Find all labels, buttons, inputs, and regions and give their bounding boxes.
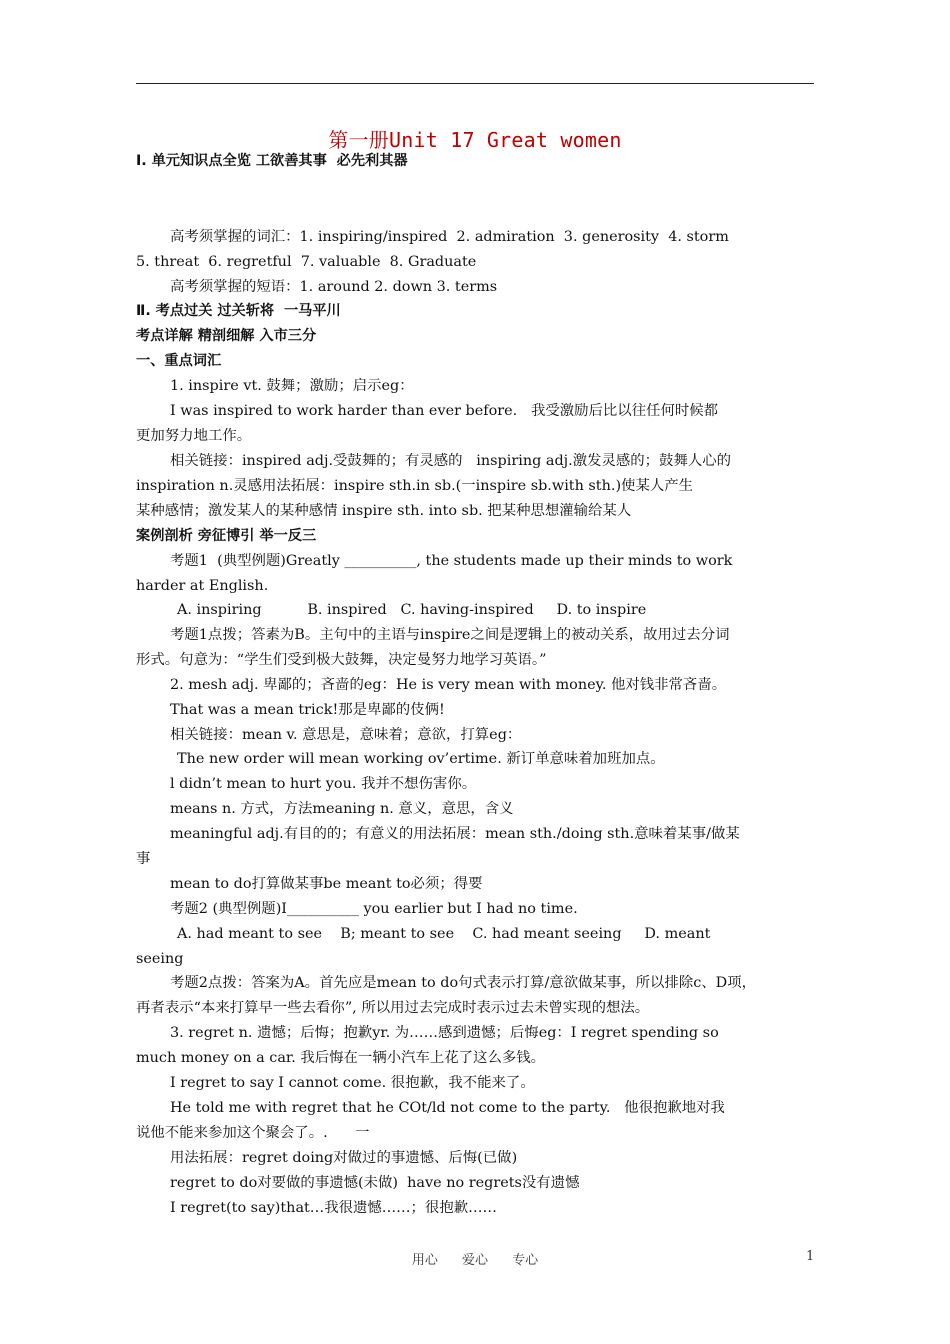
text-line: means n. 方式，方法meaning n. 意义，意思，含义 xyxy=(170,801,514,817)
text-line: seeing xyxy=(136,951,184,967)
text-line: inspiration n.灵感用法拓展：inspire sth.in sb.(一inspire sb.with sth.)使某人产生 xyxy=(136,478,694,494)
section-heading: Ⅰ. 单元知识点全览 工欲善其事 必先利其器 xyxy=(136,153,408,169)
section-heading: 考点详解 精剖细解 入市三分 xyxy=(136,328,317,344)
text-line: harder at English. xyxy=(136,578,269,594)
text-line: meaningful adj.有目的的；有意义的用法拓展：mean sth./doing sth.意味着某事/做某 xyxy=(170,826,740,842)
text-line: That was a mean trick!那是卑鄙的伎俩! xyxy=(170,702,445,718)
page-title: 第一册Unit 17 Great women xyxy=(328,128,622,152)
section-heading: Ⅱ. 考点过关 过关斩将 一马平川 xyxy=(136,303,341,319)
text-line: A. inspiring B. inspired C. having-inspired D. to inspire xyxy=(177,602,647,618)
text-line: The new order will mean working ov’ertime. 新订单意味着加班加点。 xyxy=(177,751,665,767)
text-line: A. had meant to see B; meant to see C. had meant seeing D. meant xyxy=(177,926,711,942)
text-line: much money on a car. 我后悔在一辆小汽车上花了这么多钱。 xyxy=(136,1050,546,1066)
text-line: 再者表示“本来打算早一些去看你”, 所以用过去完成时表示过去未曾实现的想法。 xyxy=(136,1000,650,1016)
section-heading: 案例剖析 旁征博引 举一反三 xyxy=(136,528,317,544)
text-line: 5. threat 6. regretful 7. valuable 8. Graduate xyxy=(136,254,477,270)
text-line: I regret(to say)that…我很遗憾……；很抱歉…… xyxy=(170,1200,497,1216)
text-line: 形式。句意为：“学生们受到极大鼓舞，决定曼努力地学习英语。” xyxy=(136,652,547,668)
page-number: 1 xyxy=(806,1249,815,1264)
text-line: I was inspired to work harder than ever before. 我受激励后比以往任何时候都 xyxy=(170,403,719,419)
header-rule xyxy=(136,83,814,84)
text-line: 3. regret n. 遗憾；后悔；抱歉yr. 为……感到遗憾；后悔eg：I regret spending so xyxy=(170,1025,719,1041)
text-line: 2. mesh adj. 卑鄙的；吝啬的eg：He is very mean with money. 他对钱非常吝啬。 xyxy=(170,677,727,693)
text-line: I regret to say I cannot come. 很抱歉，我不能来了。 xyxy=(170,1075,535,1091)
text-line: mean to do打算做某事be meant to必须；得要 xyxy=(170,876,483,892)
text-line: 更加努力地工作。 xyxy=(136,428,252,444)
text-line: 考题2点拨：答案为A。首先应是mean to do句式表示打算/意欲做某事，所以排除c、D项， xyxy=(170,975,756,991)
text-line: 用法拓展：regret doing对做过的事遗憾、后悔(已做) xyxy=(170,1150,518,1166)
text-line: 相关链接：inspired adj.受鼓舞的；有灵感的 inspiring adj.激发灵感的；鼓舞人心的 xyxy=(170,453,732,469)
text-line: 说他不能来参加这个聚会了。. 一 xyxy=(136,1125,370,1141)
text-line: 考题2 (典型例题)I__________ you earlier but I had no time. xyxy=(170,901,578,917)
text-line: 某种感情；激发某人的某种感情 inspire sth. into sb. 把某种思想灌输给某人 xyxy=(136,503,632,519)
text-line: 考题1点拨；答素为B。主句中的主语与inspire之间是逻辑上的被动关系，故用过去分词 xyxy=(170,627,730,643)
text-line: 高考须掌握的短语：1. around 2. down 3. terms xyxy=(170,279,498,295)
text-line: 事 xyxy=(136,851,151,867)
text-line: He told me with regret that he COt/ld not come to the party. 他很抱歉地对我 xyxy=(170,1100,725,1116)
text-line: regret to do对要做的事遗憾(未做) have no regrets没有遗憾 xyxy=(170,1175,580,1191)
section-heading: 一、重点词汇 xyxy=(136,353,222,369)
text-line: l didn’t mean to hurt you. 我并不想伤害你。 xyxy=(170,776,477,792)
text-line: 考题1 (典型例题)Greatly __________, the students made up their minds to work xyxy=(170,553,733,569)
text-line: 1. inspire vt. 鼓舞；激励；启示eg： xyxy=(170,378,414,394)
page-footer: 用心 爱心 专心 xyxy=(411,1253,539,1268)
text-line: 高考须掌握的词汇：1. inspiring/inspired 2. admiration 3. generosity 4. storm xyxy=(170,229,729,245)
text-line: 相关链接：mean v. 意思是，意味着；意欲，打算eg： xyxy=(170,727,522,743)
